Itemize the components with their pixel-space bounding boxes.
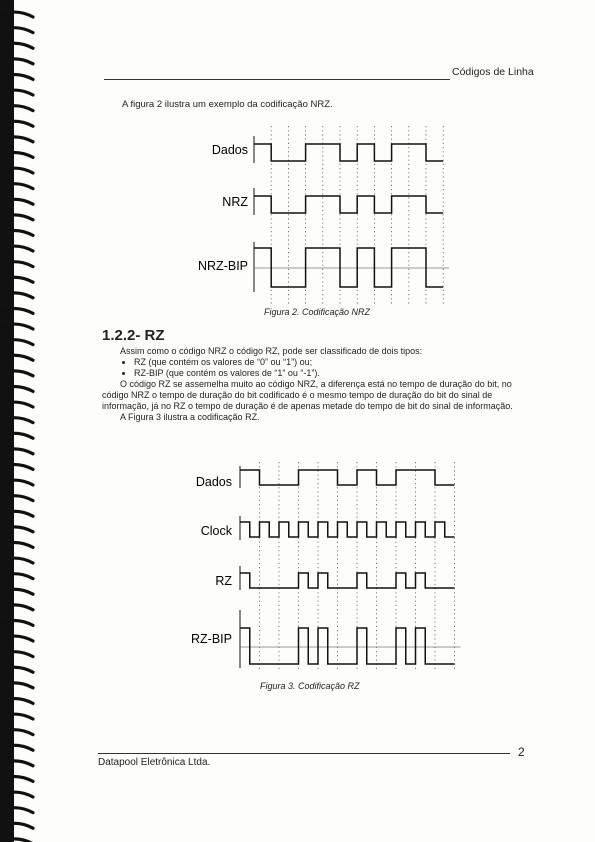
paragraph-1: Assim como o código NRZ o código RZ, pode ser classificado de dois tipos: bbox=[120, 346, 423, 356]
bullet-rz-bip: • RZ-BIP (que contém os valores de “1” ou “-1”). bbox=[134, 368, 525, 379]
bullet-rz: • RZ (que contém os valores de “0” ou “1”) ou; bbox=[134, 357, 525, 368]
intro-text: A figura 2 ilustra um exemplo da codificação NRZ. bbox=[122, 99, 333, 110]
nrz-bip-signal bbox=[254, 248, 443, 287]
label-dados: Dados bbox=[195, 475, 232, 489]
label-rz-bip: RZ-BIP bbox=[191, 632, 232, 646]
header-rule bbox=[104, 79, 450, 80]
page-number: 2 bbox=[518, 745, 525, 759]
paragraph-2: O código RZ se assemelha muito ao código NRZ, a diferença está no tempo de duração do bit, no código NRZ o tempo de duração do bit codificado é o mesmo tempo de duração do bit do sinal de informação, já no RZ o tempo de duração é de apenas metade do tempo de bit do sinal de informação. bbox=[102, 379, 513, 411]
header-title: Códigos de Linha bbox=[452, 66, 534, 78]
nrz-signal bbox=[254, 196, 443, 213]
bullet-list bbox=[102, 357, 525, 379]
rz-bip-signal bbox=[240, 628, 455, 664]
label-clock: Clock bbox=[200, 524, 232, 538]
figure-2-caption: Figura 2. Codificação NRZ bbox=[264, 307, 371, 317]
rz-signal bbox=[240, 573, 455, 588]
dados-signal bbox=[240, 470, 455, 485]
label-rz: RZ bbox=[215, 574, 232, 588]
label-nrz: NRZ bbox=[222, 195, 248, 209]
footer-rule bbox=[98, 753, 510, 754]
label-nrz-bip: NRZ-BIP bbox=[198, 259, 248, 273]
paragraph-3: A Figura 3 ilustra a codificação RZ. bbox=[120, 412, 260, 422]
clock-signal bbox=[240, 522, 455, 537]
figure-2-nrz-diagram bbox=[180, 124, 480, 314]
section-body bbox=[102, 346, 525, 423]
dados-signal bbox=[254, 144, 443, 161]
section-heading: 1.2.2- RZ bbox=[102, 327, 165, 344]
label-dados: Dados bbox=[211, 143, 248, 157]
spiral-binding bbox=[0, 0, 40, 842]
figure-3-rz-diagram bbox=[160, 460, 470, 675]
figure-3-caption: Figura 3. Codificação RZ bbox=[260, 681, 360, 691]
footer-company: Datapool Eletrônica Ltda. bbox=[98, 757, 211, 768]
